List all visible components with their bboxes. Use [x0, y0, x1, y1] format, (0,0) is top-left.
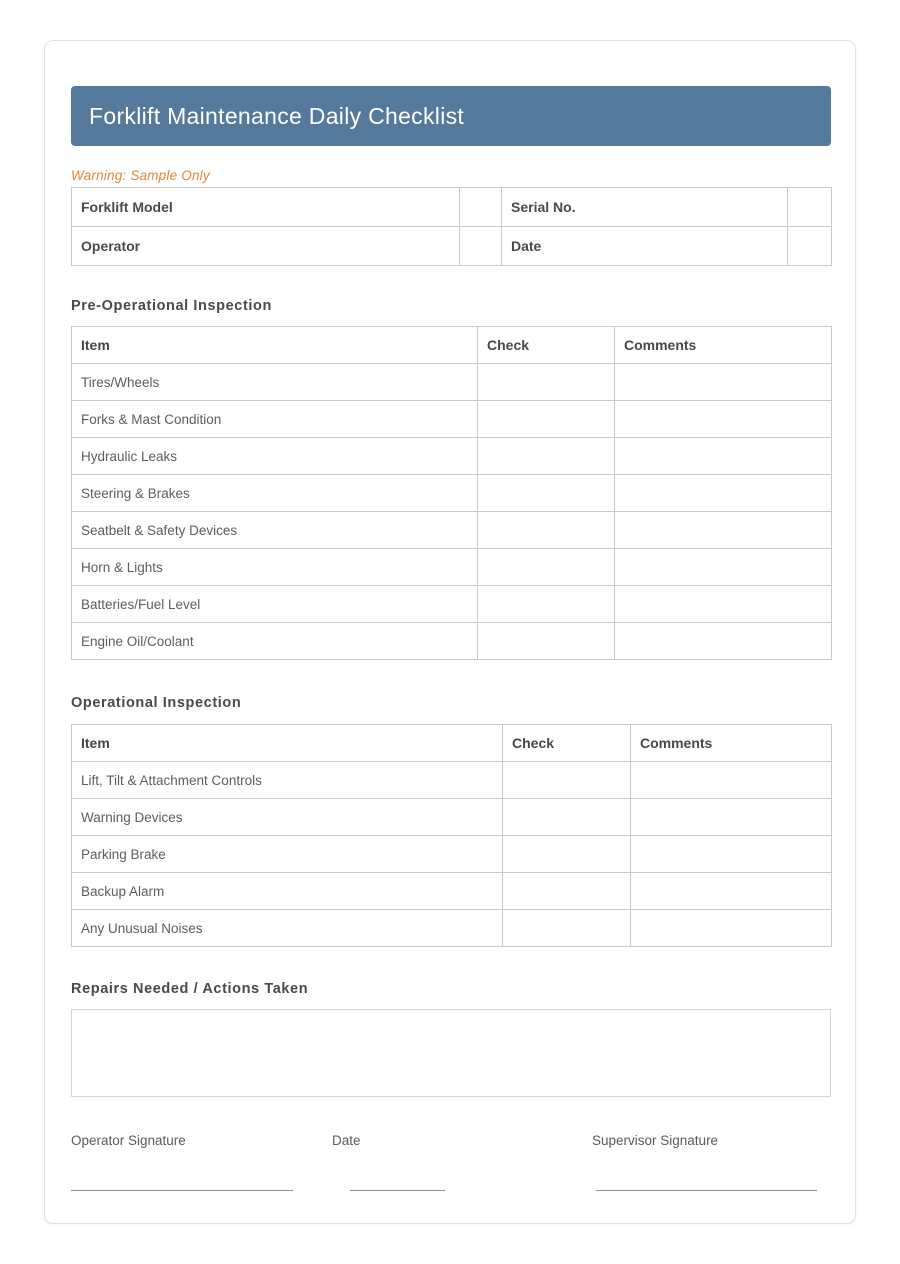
check-cell[interactable] — [478, 438, 615, 475]
checklist-item-label: Horn & Lights — [72, 549, 478, 586]
table-row — [72, 873, 832, 910]
serial-no-field[interactable] — [788, 188, 832, 227]
comments-cell[interactable] — [631, 836, 832, 873]
check-cell[interactable] — [478, 475, 615, 512]
section-heading-pre-operational: Pre-Operational Inspection — [71, 298, 272, 314]
comments-cell[interactable] — [615, 549, 832, 586]
check-cell[interactable] — [503, 799, 631, 836]
comments-cell[interactable] — [631, 762, 832, 799]
signature-block — [71, 1133, 831, 1203]
repairs-textarea[interactable] — [71, 1009, 831, 1097]
comments-cell[interactable] — [631, 873, 832, 910]
check-cell[interactable] — [478, 512, 615, 549]
column-header-check: Check — [478, 327, 615, 364]
forklift-model-label: Forklift Model — [72, 188, 460, 227]
comments-cell[interactable] — [615, 623, 832, 660]
table-row — [72, 401, 832, 438]
checklist-item-label: Hydraulic Leaks — [72, 438, 478, 475]
check-cell[interactable] — [478, 364, 615, 401]
column-header-comments: Comments — [631, 725, 832, 762]
signature-date-label: Date — [332, 1133, 361, 1148]
checklist-item-label: Lift, Tilt & Attachment Controls — [72, 762, 503, 799]
check-cell[interactable] — [478, 549, 615, 586]
date-field[interactable] — [788, 227, 832, 266]
column-header-comments: Comments — [615, 327, 832, 364]
table-row — [72, 762, 832, 799]
column-header-check: Check — [503, 725, 631, 762]
table-row — [72, 475, 832, 512]
checklist-item-label: Engine Oil/Coolant — [72, 623, 478, 660]
table-row — [72, 512, 832, 549]
table-row — [72, 910, 832, 947]
comments-cell[interactable] — [615, 438, 832, 475]
checklist-item-label: Batteries/Fuel Level — [72, 586, 478, 623]
date-label: Date — [502, 227, 788, 266]
comments-cell[interactable] — [615, 586, 832, 623]
checklist-item-label: Seatbelt & Safety Devices — [72, 512, 478, 549]
comments-cell[interactable] — [631, 910, 832, 947]
checklist-item-label: Forks & Mast Condition — [72, 401, 478, 438]
comments-cell[interactable] — [615, 475, 832, 512]
check-cell[interactable] — [478, 623, 615, 660]
comments-cell[interactable] — [615, 512, 832, 549]
check-cell[interactable] — [503, 836, 631, 873]
supervisor-signature-label: Supervisor Signature — [592, 1133, 719, 1148]
table-row — [72, 364, 832, 401]
section-heading-repairs: Repairs Needed / Actions Taken — [71, 981, 309, 997]
table-row — [72, 623, 832, 660]
table-header-row — [72, 327, 832, 364]
column-header-item: Item — [72, 725, 503, 762]
supervisor-signature-line[interactable] — [596, 1190, 817, 1191]
table-row — [72, 586, 832, 623]
table-row — [72, 438, 832, 475]
comments-cell[interactable] — [615, 364, 832, 401]
sample-warning-note: Warning: Sample Only — [71, 168, 210, 183]
section-heading-operational: Operational Inspection — [71, 695, 242, 711]
checklist-item-label: Backup Alarm — [72, 873, 503, 910]
signature-date-line[interactable] — [350, 1190, 445, 1191]
table-row — [72, 549, 832, 586]
comments-cell[interactable] — [631, 799, 832, 836]
check-cell[interactable] — [503, 910, 631, 947]
table-header-row — [72, 725, 832, 762]
checklist-item-label: Warning Devices — [72, 799, 503, 836]
table-row — [72, 799, 832, 836]
operator-signature-label: Operator Signature — [71, 1133, 186, 1148]
check-cell[interactable] — [478, 401, 615, 438]
page-title: Forklift Maintenance Daily Checklist — [89, 102, 465, 129]
pre-operational-inspection-table — [71, 326, 832, 660]
operator-label: Operator — [72, 227, 460, 266]
checklist-item-label: Tires/Wheels — [72, 364, 478, 401]
table-row — [72, 227, 832, 266]
serial-no-label: Serial No. — [502, 188, 788, 227]
operator-signature-line[interactable] — [71, 1190, 293, 1191]
checklist-item-label: Steering & Brakes — [72, 475, 478, 512]
check-cell[interactable] — [503, 762, 631, 799]
forklift-model-field[interactable] — [460, 188, 502, 227]
document-card — [44, 40, 856, 1224]
operational-inspection-table — [71, 724, 832, 947]
checklist-item-label: Any Unusual Noises — [72, 910, 503, 947]
check-cell[interactable] — [503, 873, 631, 910]
checklist-item-label: Parking Brake — [72, 836, 503, 873]
operator-field[interactable] — [460, 227, 502, 266]
forklift-info-table — [71, 187, 832, 266]
check-cell[interactable] — [478, 586, 615, 623]
comments-cell[interactable] — [615, 401, 832, 438]
table-row — [72, 836, 832, 873]
document-header-banner — [71, 86, 831, 146]
column-header-item: Item — [72, 327, 478, 364]
table-row — [72, 188, 832, 227]
